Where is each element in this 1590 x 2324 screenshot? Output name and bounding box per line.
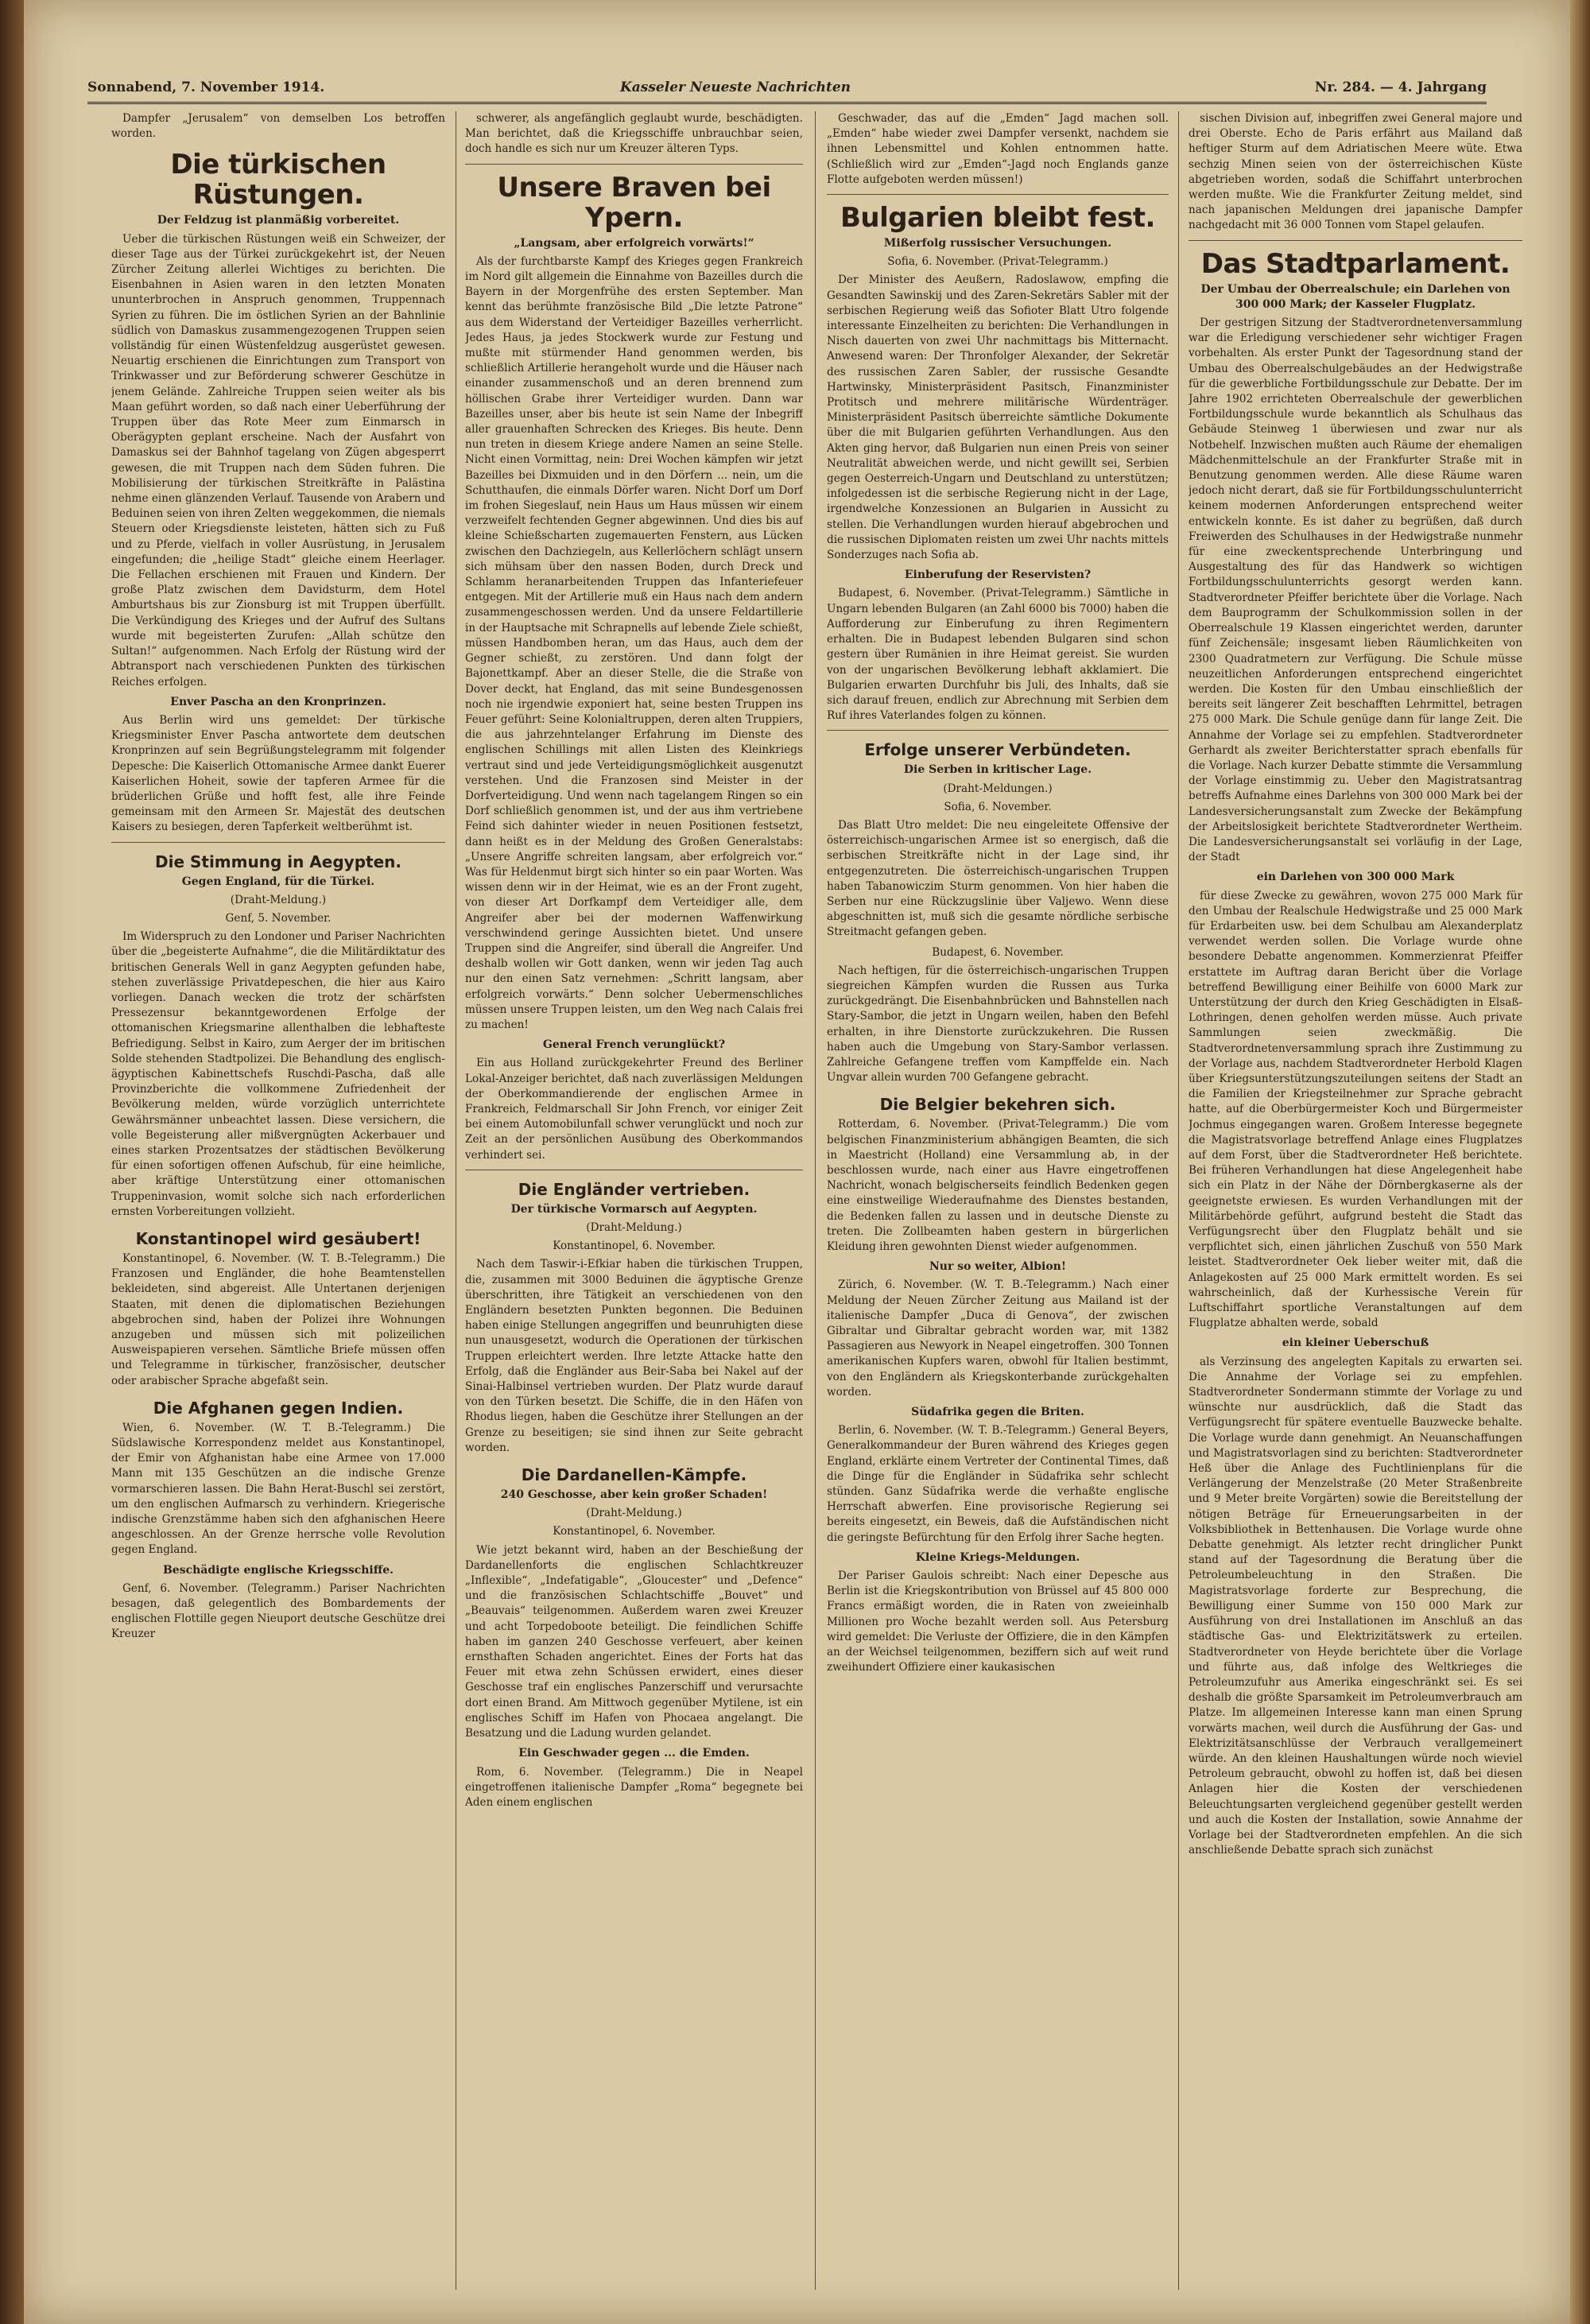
headline: Die Dardanellen-Kämpfe. [521, 1465, 747, 1485]
article-body: Genf, 6. November. (Telegramm.) Pariser Nachrichten besagen, daß gelegentlich des Bombardements der englischen Flottille gegen Nieuport deutsche Geschütze drei Kreuzer [111, 1581, 445, 1641]
headline: Nur so weiter, Albion! [929, 1260, 1067, 1274]
article-body: Im Widerspruch zu den Londoner und Pariser Nachrichten über die „begeisterte Aufnahme“, die die Militärdiktatur des britischen Generals Well in ganz Aegypten gefunden habe, stehen zuverlässige Privatdepeschen, die hier aus Kairo vorliegen. Danach wecken die trotz der schärfsten Pressezensur bekanntgewordenen Erfolge der ottomanischen Kriegsmarine allenthalben die lebhafteste Befriedigung. Selbst in Kairo, zum Aerger der im britischen Solde stehenden Stadtpolizei. Die Behandlung des englisch-ägyptischen Kabinettschefs Ruschdi-Pascha, daß alle Provinzberichte die vollkommene Zufriedenheit der Bevölkerung melden, würde vorzüglich unterrichtete Gewährsmänner unbeachtet lassen. Diese versichern, die volle Begeisterung aller mißvergnügten Ackerbauer und eines starken Prozentsatzes der städtischen Bevölkerung für einen sofortigen offenen Aufschub, für eine heimliche, aber kräftige Unterstützung einer ottomanischen Truppeninvasion, womit solche sich nach erforderlichen ernsten Vorbereitungen vollzieht. [111, 930, 445, 1218]
article-body: Wie jetzt bekannt wird, haben an der Beschießung der Dardanellenforts die englischen Schlachtkreuzer „Inflexible“, „Indefatigable“, „Gloucester“ und „Defence“ und die französischen Schlachtschiffe „Bouvet“ und „Beauvais“ teilgenommen. Außerdem waren zwei Kreuzer und acht Torpedoboote beteiligt. Die feindlichen Schiffe haben im ganzen 240 Geschosse verfeuert, aber keinen ernsthaften Schaden angerichtet. Eines der Forts hat das Feuer mit etwa zehn Schüssen erwidert, eines dieser Geschosse traf ein englisches Panzerschiff und verursachte dort einen Brand. Am Mittwoch gegenüber Mytilene, ist ein englisches Schiff im Hafen von Phocaea angelangt. Die Besatzung und die Ladung wurden gelandet. [465, 1543, 803, 1740]
article-body: Das Blatt Utro meldet: Die neu eingeleitete Offensive der österreichisch-ungarischen Armee ist so energisch, daß die serbischen Streitkräfte nicht in der Lage sind, ihr entgegenzutreten. Die österreichisch-ungarischen Truppen haben Tabanowiczim Sturm genommen. Von hier haben die Serben nur eine Rückzugslinie über Valjewo. Wenn diese abgeschnitten ist, muß sich die gesamte nördliche serbische Streitmacht gefangen geben. [827, 818, 1169, 939]
article-body: Ueber die türkischen Rüstungen weiß ein Schweizer, der dieser Tage aus der Türkei zurückgekehrt ist, der Neuen Zürcher Zeitung allerlei Wichtiges zu berichten. Die Eisenbahnen in Asien waren in den letzten Monaten ununterbrochen in Anspruch genommen, Truppennach Syrien zu führen. Die im östlichen Syrien an der Bahnlinie südlich von Damaskus zusammengezogenen Truppen seien vollständig für einen Wüstenfeldzug ausgerüstet gewesen. Neuartig erschienen die Einrichtungen zum Transport von Trinkwasser und zur Beförderung schwerer Geschütze in jenem Gelände. Zahlreiche Truppen seien weiter als bis Maan geführt worden, so daß nach einer Ueberführung der Truppen über das Rote Meer zum Einmarsch in Oberägypten geplant erscheine. Nach der Ausfahrt von Damaskus sei der Bahnhof tagelang von Zügen abgesperrt gewesen, die mit Truppen nach dem Süden fuhren. Die Mobilisierung der türkischen Streitkräfte in Palästina nehme einen glänzenden Verlauf. Tausende von Arabern und Beduinen seien von ihren Zelten weggekommen, die niemals Steuern oder Kriegsdienste leisteten, hätten sich zu Fuß und zu Pferde, vielfach in voller Ausrüstung, in Jerusalem eingefunden; die „heilige Stadt“ gleiche einem Heerlager. Die Fellachen erschienen mit Frauen und Kindern. Der große Platz zwischen dem Davidsturm, dem Hotel Amburtshaus bis zur Zionsburg ist mit Truppen überfüllt. Die Verkündigung des Krieges und der Aufruf des Sultans wurde mit begeisterten Zurufen: „Allah schütze den Sultan!“ aufgenommen. Nach Erfolg der Rüstung wird der Abtransport nach verschiedenen Punkten des türkischen Reiches erfolgen. [111, 232, 445, 689]
column-3 [827, 111, 1169, 2290]
headline: Enver Pascha an den Kronprinzen. [170, 695, 386, 708]
article-body: Zürich, 6. November. (W. T. B.-Telegramm.) Nach einer Meldung der Neuen Zürcher Zeitung aus Mailand ist der italienische Dampfer „Duca di Genova“, der zwischen Gibraltar und Gibraltar gebracht worden war, mit 1382 Passagieren aus Newyork in Neapel eingetroffen. 300 Tonnen amerikanischen Kupfers waren, obwohl für Italien bestimmt, von den Engländern als Kriegskonterbande zurückgehalten worden. [827, 1278, 1169, 1399]
column-2 [465, 111, 803, 2290]
article-body: Budapest, 6. November. (Privat-Telegramm.) Sämtliche in Ungarn lebenden Bulgaren (an Zahl 6000 bis 7000) haben die Aufforderung zur Einberufung zu ihren Regimentern erhalten. Die in Budapest lebenden Bulgaren sind schon gestern über Rumänien in ihre Heimat gereist. Sie wurden von der ungarischen Bevölkerung lebhaft akklamiert. Die Bulgarien erwarten Durchfuhr bis Juli, des Inhalts, daß sie sich darauf freuen, endlich zur Abrechnung mit Serbien dem Ruf ihres Vaterlandes folgen zu können. [827, 587, 1169, 723]
dateline: (Draht-Meldung.) [586, 1221, 682, 1234]
section-divider [111, 842, 445, 843]
article-body: Der Minister des Aeußern, Radoslawow, empfing die Gesandten Sawinskij und des Zaren-Sekretärs Sabler mit der serbischen Regierung weiß das Sofioter Blatt Utro folgende interessante Einzelheiten zu berichten: Die Verhandlungen in Nisch dauerten von zwei Uhr nachmittags bis Mitternacht. Anwesend waren: Der Thronfolger Alexander, der Sekretär des russischen Zaren Sabler, der russische Gesandte Hartwinsky, Ministerpräsident Pasitsch, Finanzminister Protitsch und mehrere militärische Würdenträger. Ministerpräsident Pasitsch überreichte sämtliche Dokumente über die mit Bulgarien geführten Verhandlungen. Aus den Akten ging hervor, daß Bulgarien nun einen Preis von seiner Neutralität abweichen werde, und nicht gewillt sei, Serbien gegen Oesterreich-Ungarn und Deutschland zu unterstützen; infolgedessen ist die serbische Regierung nicht in der Lage, irgendwelche Konzessionen an Bulgarien in Aussicht zu stellen. Die Verhandlungen wurden hierauf abgebrochen und die russischen Diplomaten reisten um zwei Uhr nachts mittels Sonderzuges nach Sofia ab. [827, 274, 1169, 562]
article-body: Nach heftigen, für die österreichisch-ungarischen Truppen siegreichen Kämpfen wurden die Russen aus Turka zurückgedrängt. Die Eisenbahnbrücken und Bahnstellen nach Stary-Sambor, die jetzt in Ungarn weilen, haben den Befehl erhalten, in ihre Dienstorte zurückzukehren. Die Russen haben auch die Umgebung von Stary-Sambor verlassen. Zahlreiche Gefangene treffen vom Kampffelde ein. Nach Ungvar allein wurden 700 Gefangene gebracht. [827, 964, 1169, 1084]
article-body: Konstantinopel, 6. November. (W. T. B.-Telegramm.) Die Franzosen und Engländer, die hohe Beamtenstellen bekleideten, sind abgereist. Alle Untertanen derjenigen Staaten, mit denen die diplomatischen Beziehungen abgebrochen sind, haben der Polizei ihre Wohnungen anzugeben und müssen sich mit polizeilichen Ausweispapieren versehen. Sämtliche Briefe müssen offen und Telegramme in türkischer, französischer, deutscher oder arabischer Sprache abgefaßt sein. [111, 1252, 445, 1387]
headline: Kleine Kriegs-Meldungen. [915, 1550, 1080, 1564]
place-date: Genf, 5. November. [225, 911, 332, 925]
section-divider [827, 194, 1169, 195]
book-spine [0, 0, 24, 2324]
article-body: Nach dem Taswir-i-Efkiar haben die türkischen Truppen, die, zusammen mit 3000 Beduinen die ägyptische Grenze überschritten, ihre Tätigkeit an verschiedenen von den Engländern besetzten Punkten begonnen. Die Beduinen haben einige Stellungen angegriffen und beunruhigten diese nun unausgesetzt, wodurch die Operationen der türkischen Truppen erleichtert werden. Ihre letzte Attacke hatte den Erfolg, daß die Engländer aus Beir-Saba bei Nakel auf der Sinai-Halbinsel vertrieben wurden. Der Platz wurde darauf von den Türken besetzt. Die Schiffe, die in den Häfen von Rhodus liegen, haben die Geschütze ihrer Stellungen an der Grenze zu beseitigen; sie sind ihnen zur Seite gebracht worden. [465, 1258, 803, 1454]
dateline: (Draht-Meldung.) [230, 893, 327, 906]
subheadline: Gegen England, für die Türkei. [181, 875, 375, 888]
article-body: Ein aus Holland zurückgekehrter Freund des Berliner Lokal-Anzeiger berichtet, daß nach zuverlässigen Meldungen der Oberkommandierende der englischen Armee in Frankreich, Feldmarschall Sir John French, vor einiger Zeit bei einem Automobilunfall schwer verunglückt und noch zur Zeit an der persönlichen Ausübung des Oberkommandos verhindert sei. [465, 1057, 803, 1162]
article-continuation: schwerer, als angefänglich geglaubt wurde, beschädigten. Man berichtet, daß die Kriegsschiffe unbrauchbar seien, doch handle es sich nur um Kreuzer älteren Typs. [465, 112, 803, 156]
intertitle: ein kleiner Ueberschuß [1282, 1337, 1429, 1350]
masthead-date: Sonnabend, 7. November 1914. [87, 80, 325, 95]
section-divider [827, 730, 1169, 731]
headline: Das Stadtparlament. [1200, 247, 1510, 280]
place-date: Budapest, 6. November. [932, 945, 1064, 959]
headline: General French verunglückt? [542, 1038, 726, 1052]
headline: Erfolge unserer Verbündeten. [864, 740, 1131, 760]
article-body: Der Pariser Gaulois schreibt: Nach einer Depesche aus Berlin ist die Kriegskontribution von Brüssel auf 45 800 000 Francs ermäßigt worden, die in Raten von zweieinhalb Millionen pro Woche bezahlt werden soll. Aus Petersburg wird gemeldet: Die Verluste der Offiziere, die in den Kämpfen an der Weichsel teilgenommen, beziffern sich auf weit rund zweihundert Offiziere einer kaukasischen [827, 1569, 1169, 1674]
headline: Unsere Braven bei Ypern. [497, 171, 771, 234]
column-rule [815, 111, 816, 2290]
column-4 [1189, 111, 1522, 2290]
article-body: Rom, 6. November. (Telegramm.) Die in Neapel eingetroffenen italienische Dampfer „Roma“ begegnete bei Aden einem englischen [465, 1765, 803, 1809]
place-date: Sofia, 6. November. [944, 800, 1052, 813]
place-date: Konstantinopel, 6. November. [553, 1240, 716, 1253]
headline: Bulgarien bleibt fest. [840, 202, 1155, 235]
page-edge [1570, 0, 1590, 2324]
masthead-paper-name: Kasseler Neueste Nachrichten [620, 80, 851, 95]
article-body: Wien, 6. November. (W. T. B.-Telegramm.) Die Südslawische Korrespondenz meldet aus Konstantinopel, der Emir von Afghanistan habe eine Armee von 17.000 Mann mit 135 Geschützen an die indische Grenze vormarschieren lassen. Die Bahn Herat-Buschl sei zerstört, um den englischen Aufmarsch zu verhindern. Kriegerische indische Grenzstämme haben sich den afghanischen Heere angeschlossen. An der Grenze herrsche volle Revolution gegen England. [111, 1421, 445, 1557]
article-body: als Verzinsung des angelegten Kapitals zu erwarten sei. Die Annahme der Vorlage sei zu empfehlen. Stadtverordneter Sondermann stimmte der Vorlage zu und wünschte nur ausdrücklich, daß die Stadt das Verfügungsrecht für spätere eventuelle Bauzwecke behalte. Die Vorlage wurde dann genehmigt. An Neuanschaffungen und Magistratsvorlagen sind zu berichten: Stadtverordneter Heß über die Anlage des Fuchtlinienplans für die Verlängerung der Menzelstraße (20 Meter Straßenbreite und 9 Meter breite Vorgärten) sowie die Bereitstellung der nötigen Beträge für Erneuerungsarbeiten in der Volksbibliothek in Bettenhausen. Die Vorlage wurde ohne Debatte genehmigt. Als letzter recht dringlicher Punkt stand auf der Tagesordnung die Beratung über die Petroleumbeleuchtung in den Straßen. Die Magistratsvorlage forderte zur Besprechung, die Bewilligung einer Summe von 150 000 Mark zur Ausführung von drei Installationen im Anschluß an das städtische Gas- und Elektrizitätswerk zu erteilen. Stadtverordneter von Heyde berichtete über die Vorlage und führte aus, daß infolge des Weltkrieges die Petroleumzufuhr aus Amerika eingeschränkt sei. Es sei deshalb die größte Sparsamkeit im Petroleumverbrauch am Platze. Im allgemeinen Interesse kann man einen Sprung vorwärts machen, weil durch die Ausführung der Gas- und Elektrizitätsanschlüsse der Verbrauch verallgemeinert würde. An den kleinen Haushaltungen würde noch wieviel Petroleum gebraucht, obwohl zu hoffen ist, daß bei diesen Anlagen hier die Kosten der verschiedenen Beleuchtungsarten vergleichend gegenüber gestellt werden und auch die Kosten der Installation, sowie Annahme der Vorlage bei der Stadtverordneten empfehlen. An die sich anschließende Debatte sprach sich zunächst [1189, 1355, 1522, 1857]
headline: Ein Geschwader gegen ... die Emden. [518, 1747, 750, 1760]
column-1 [111, 111, 445, 2290]
section-divider [465, 164, 803, 165]
article-continuation: Geschwader, das auf die „Emden“ Jagd machen soll. „Emden“ habe wieder zwei Dampfer versenkt, nachdem sie ihnen Lebensmittel und Kohlen entnommen hatte. (Schließlich wird zur „Emden“-Jagd noch Englands ganze Flotte aufgeboten werden müssen!) [827, 112, 1169, 186]
masthead-issue: Nr. 284. — 4. Jahrgang [1314, 80, 1487, 95]
place-date: Sofia, 6. November. (Privat-Telegramm.) [887, 255, 1108, 269]
subheadline: Der türkische Vormarsch auf Aegypten. [510, 1202, 758, 1216]
column-rule [1178, 111, 1179, 2290]
article-continuation: Dampfer „Jerusalem“ von demselben Los betroffen worden. [111, 112, 445, 141]
subheadline: „Langsam, aber erfolgreich vorwärts!“ [514, 236, 754, 250]
subheadline: Der Umbau der Oberrealschule; ein Darlehen von 300 000 Mark; der Kasseler Flugplatz. [1200, 282, 1510, 311]
headline: Die Belgier bekehren sich. [879, 1095, 1116, 1115]
subheadline: Die Serben in kritischer Lage. [903, 763, 1092, 777]
dateline: (Draht-Meldungen.) [943, 782, 1053, 795]
headline: Die Afghanen gegen Indien. [153, 1398, 404, 1418]
article-continuation: sischen Division auf, inbegriffen zwei General majore und drei Oberste. Echo de Paris erfährt aus Mailand daß heftiger Sturm auf dem Adriatischen Meere wüte. Etwa sechzig Minen seien von der österreichischen Küste abgetrieben worden, sodaß die Schiffahrt unterbrochen werden mußte. Wie die Frankfurter Zeitung meldet, sind nach japanischen Meldungen drei japanische Dampfer nachgedacht mit 36 000 Tonnen vom Stapel gelaufen. [1189, 112, 1522, 232]
section-divider [1189, 240, 1522, 241]
intertitle: ein Darlehen von 300 000 Mark [1256, 871, 1455, 884]
headline: Einberufung der Reservisten? [904, 568, 1092, 582]
headline: Die türkischen Rüstungen. [170, 149, 386, 211]
article-body: Aus Berlin wird uns gemeldet: Der türkische Kriegsminister Enver Pascha antwortete dem deutschen Kronprinzen auf sein Begrüßungstelegramm mit folgender Depesche: Die Kaiserlich Ottomanische Armee dankt Euerer Kaiserlichen Hoheit, sowie der tapferen Armee für die brüderlichen Grüße und hofft fest, alle ihre Feinde gemeinsam mit den Armeen Sr. Majestät des deutschen Kaisers zu besiegen, deren Tapferkeit weltberühmt ist. [111, 713, 445, 834]
masthead [87, 70, 1487, 104]
headline: Die Stimmung in Aegypten. [155, 852, 401, 871]
headline: Die Engländer vertrieben. [518, 1179, 750, 1199]
article-body: Rotterdam, 6. November. (Privat-Telegramm.) Die vom belgischen Finanzministerium abhängigen Beamten, die sich in Maestricht (Holland) eine Versammlung ab, in der beschlossen wurde, nach einer aus Havre eingetroffenen Nachricht, wonach belgischerseits feindlich Bedenken gegen eine einstweilige Wiederaufnahme des Dienstes bestanden, die Bedenken fallen zu lassen und in deutsche Dienste zu treten. Die Zollbeamten haben gestern in bürgerlichen Kleidung ihren gewohnten Dienst wieder aufgenommen. [827, 1118, 1169, 1253]
article-body: Der gestrigen Sitzung der Stadtverordnetenversammlung war die Erledigung verschiedener sehr wichtiger Fragen vorbehalten. Als erster Punkt der Tagesordnung stand der Umbau des Oberrealschulgebäudes an der Hedwigstraße für die gewerbliche Fortbildungsschule zur Debatte. Der im Jahre 1902 errichteten Oberrealschule der gewerblichen Fortbildungsschule wurde bekanntlich als Schulhaus das Gebäude Steinweg 1 überwiesen und zwar nur als Notbehelf. Inzwischen mußten auch Räume der ehemaligen Mädchenmittelschule an der Frankfurter Straße mit in Benutzung genommen werden. Alle diese Räume waren jedoch nicht derart, daß sie für Fortbildungsschulunterricht keinem modernen Anforderungen entsprechend weiter entwickeln konnte. Es ist daher zu begrüßen, daß durch Freiwerden des Schulhauses in der Hedwigstraße nunmehr für eine zweckentsprechende Unterbringung und Ausgestaltung des für das Handwerk so wichtigen Fortbildungsschulunterrichts gesorgt werden kann. Stadtverordneter Pfeiffer berichtete über die Vorlage. Nach dem Bauprogramm der Schulkommission sollen in der Oberrealschule 19 Klassen eingerichtet werden, darunter fünf Zeichensäle; insgesamt lieben Räumlichkeiten von 2300 Quadratmetern zur Verfügung. Die Schule müsse neuzeitlichen Anforderungen entsprechend eingerichtet werden. Die Kosten für den Umbau einschließlich der bereits seit längerer Zeit beschafften Lehrmittel, betragen 275 000 Mark. Die Schule genüge dann für lange Zeit. Die Annahme der Vorlage sei zu empfehlen. Stadtverordneter Gerhardt als zweiter Berichterstatter sprach ebenfalls für die Vorlage. Nach kurzer Debatte stimmte die Versammlung der Vorlage einstimmig zu. Ueber den Magistratsantrag betreffs Aufnahme eines Darlehns von 300 000 Mark bei der Landesversicherungsanstalt zum Zwecke der Bekämpfung der Arbeitslosigkeit berichtete Stadtverordneter Wertheim. Die Landesversicherungsanstalt sei vorläufig in der Lage, der Stadt [1189, 316, 1522, 864]
headline: Beschädigte englische Kriegsschiffe. [162, 1563, 394, 1577]
article-body: für diese Zwecke zu gewähren, wovon 275 000 Mark für den Umbau der Realschule Hedwigstraße und 25 000 Mark für Erdarbeiten usw. bei dem Schulbau am Alexanderplatz verwendet werden sollen. Die Vorlage wurde ohne besondere Debatte angenommen. Kommerzienrat Pfeiffer erstattete im Auftrag daran Bericht über die Vorlage betreffend Bewilligung einer Beihilfe von 6000 Mark zur Unterstützung der durch den Krieg Geschädigten in Elsaß-Lothringen, denen geholfen werden müsse. Auch private Sammlungen seien zweckmäßig. Die Stadtverordnetenversammlung sprach ihre Zustimmung zu der Vorlage aus, nachdem Stadtverordneter Herbold Klagen über Kriegsunterstützungszuteilungen seitens der Stadt an die Familien der Kriegsteilnehmer zur Sprache gebracht hatte, auf die Oberbürgermeister Koch und Bürgermeister Jochmus eingegangen waren. Großem Interesse begegnete die Magistratsvorlage betreffend Anlage eines Flugplatzes auf dem Forst, über die Stadtverordneter Heß berichtete. Bei früheren Verhandlungen hat diese Angelegenheit habe sich ein Platz in der Nähe der Dörnbergkaserne als der geeignetste erwiesen. Es wurden Verhandlungen mit der Militärbehörde geführt, aufgrund besteht die Stadt das Verfügungsrecht über den Flugplatz behält und sie verpflichtet sich, einen jährlichen Zuschuß von 550 Mark leistet. Stadtverordneter Oek lieber weiter mit, daß die Anlagekosten auf 25 000 Mark ermittelt worden. Es sei wahrscheinlich, daß der Kurhessische Verein für Luftschiffahrt sportliche Veranstaltungen auf dem Flugplatze abhalten werde, sobald [1189, 889, 1522, 1330]
article-body: Berlin, 6. November. (W. T. B.-Telegramm.) General Beyers, Generalkommandeur der Buren während des Krieges gegen England, erklärte einem Vertreter der Continental Times, daß die Dinge für die Engländer in Südafrika sehr schlecht stünden. Ganz Südafrika werde die verhaßte englische Herrschaft abwerfen. Eine provisorische Regierung sei bereits eingesetzt, ein Beweis, daß die Aufständischen nicht die geringste Befürchtung für den Erfolg ihrer Sache hegten. [827, 1424, 1169, 1544]
subheadline: Mißerfolg russischer Versuchungen. [883, 237, 1112, 250]
article-body: Als der furchtbarste Kampf des Krieges gegen Frankreich im Nord gilt allgemein die Einnahme von Bazeilles durch die Bayern in der Morgenfrühe des ersten September. Man kennt das berühmte französische Bild „Die letzte Patrone“ aus dem Widerstand der Verteidiger Bazeilles verherrlicht. Jedes Haus, ja jedes Stockwerk wurde zur Festung und mußte mit stürmender Hand genommen werden, bis schließlich Artillerie herangeholt wurde und die Häuser nach einander zusammenschoß und an deren brennend zum höllischen Grabe ihrer Verteidiger wurden. Dann war Bazeilles unser, aber bis heute ist sein Name der Inbegriff aller grauenhaften Schrecken des Krieges. Bis heute. Denn nun treten in diesem Kriege andere Namen an seine Stelle. Nicht einen Vormittag, nein: Drei Wochen kämpfen wir jetzt Bazeilles bei Dixmuiden und in den Dörfern ... nein, um die Schutthaufen, die einmals Dörfer waren. Nicht Dorf um Dorf im frohen Siegeslauf, nein Haus um Haus müssen wir einem verzweifelt fechtenden Gegner abgewinnen. Und dies bis auf kleine Schießscharten zugemauerten Fenstern, aus Lücken zwischen den Dachziegeln, aus Kellerlöchern schlägt unsern sich mühsam über den nassen Boden, durch Dreck und Schlamm heranarbeitenden Truppen das Infanteriefeuer entgegen. Mit der Artillerie muß ein Haus nach dem andern zusammengeschossen werden. Und da unsere Feldartillerie in der Hauptsache mit Schrapnells auf lebende Ziele schießt, müssen Handbomben heran, um das Haus, auch dem der Gegner schießt, zu zerstören. Und dann folgt der Bajonettkampf. Aber an dieser Stelle, die die Straße von Dover deckt, hat England, das mit seine Bundesgenossen noch nie irgendwie exponiert hat, seine besten Truppen ins Feuer geführt: Seine Kolonialtruppen, deren alten Truppiers, die aus jahrzehntelanger Erfahrung im Dienste des englischen Schillings mit allen Listen des Kleinkriegs vertraut sind und jede Verteidigungsmöglichkeit ausgenutzt verstehen. Und die Franzosen sind Meister in der Dorfverteidigung. Und wenn nach tagelangem Ringen so ein Dorf schließlich genommen ist, und der aus ihm vertriebene Feind sich dahinter wieder in neuen Positionen festsetzt, dann heißt es in der Meldung des Großen Generalstabs: „Unsere Angriffe schreiten langsam, aber erfolgreich vor.“ Was für Heldenmut birgt sich hinter so ein paar Worten. Was wissen denn wir in der Heimat, wie es an der Front zugeht, von dieser Art Dorfkampf dem Verteidiger alle, dem Angreifer aber bei der modernen Waffenwirkung verschwindend geringe Aussichten bietet. Und unsere Truppen sind die Angreifer, sind überall die Angreifer. Und deshalb wollen wir Gott danken, wenn wir jeden Tag auch nur den einen Satz vernehmen: „Schritt langsam, aber erfolgreich vorwärts.“ Denn solcher Uebermenschliches müssen unsere Truppen leisten, um den Weg nach Calais frei zu machen! [465, 254, 803, 1031]
dateline: (Draht-Meldung.) [586, 1507, 682, 1520]
headline: Südafrika gegen die Briten. [911, 1406, 1084, 1419]
headline: Konstantinopel wird gesäubert! [135, 1229, 421, 1248]
place-date: Konstantinopel, 6. November. [553, 1525, 716, 1538]
subheadline: 240 Geschosse, aber kein großer Schaden! [500, 1488, 768, 1502]
subheadline: Der Feldzug ist planmäßig vorbereitet. [157, 214, 400, 227]
